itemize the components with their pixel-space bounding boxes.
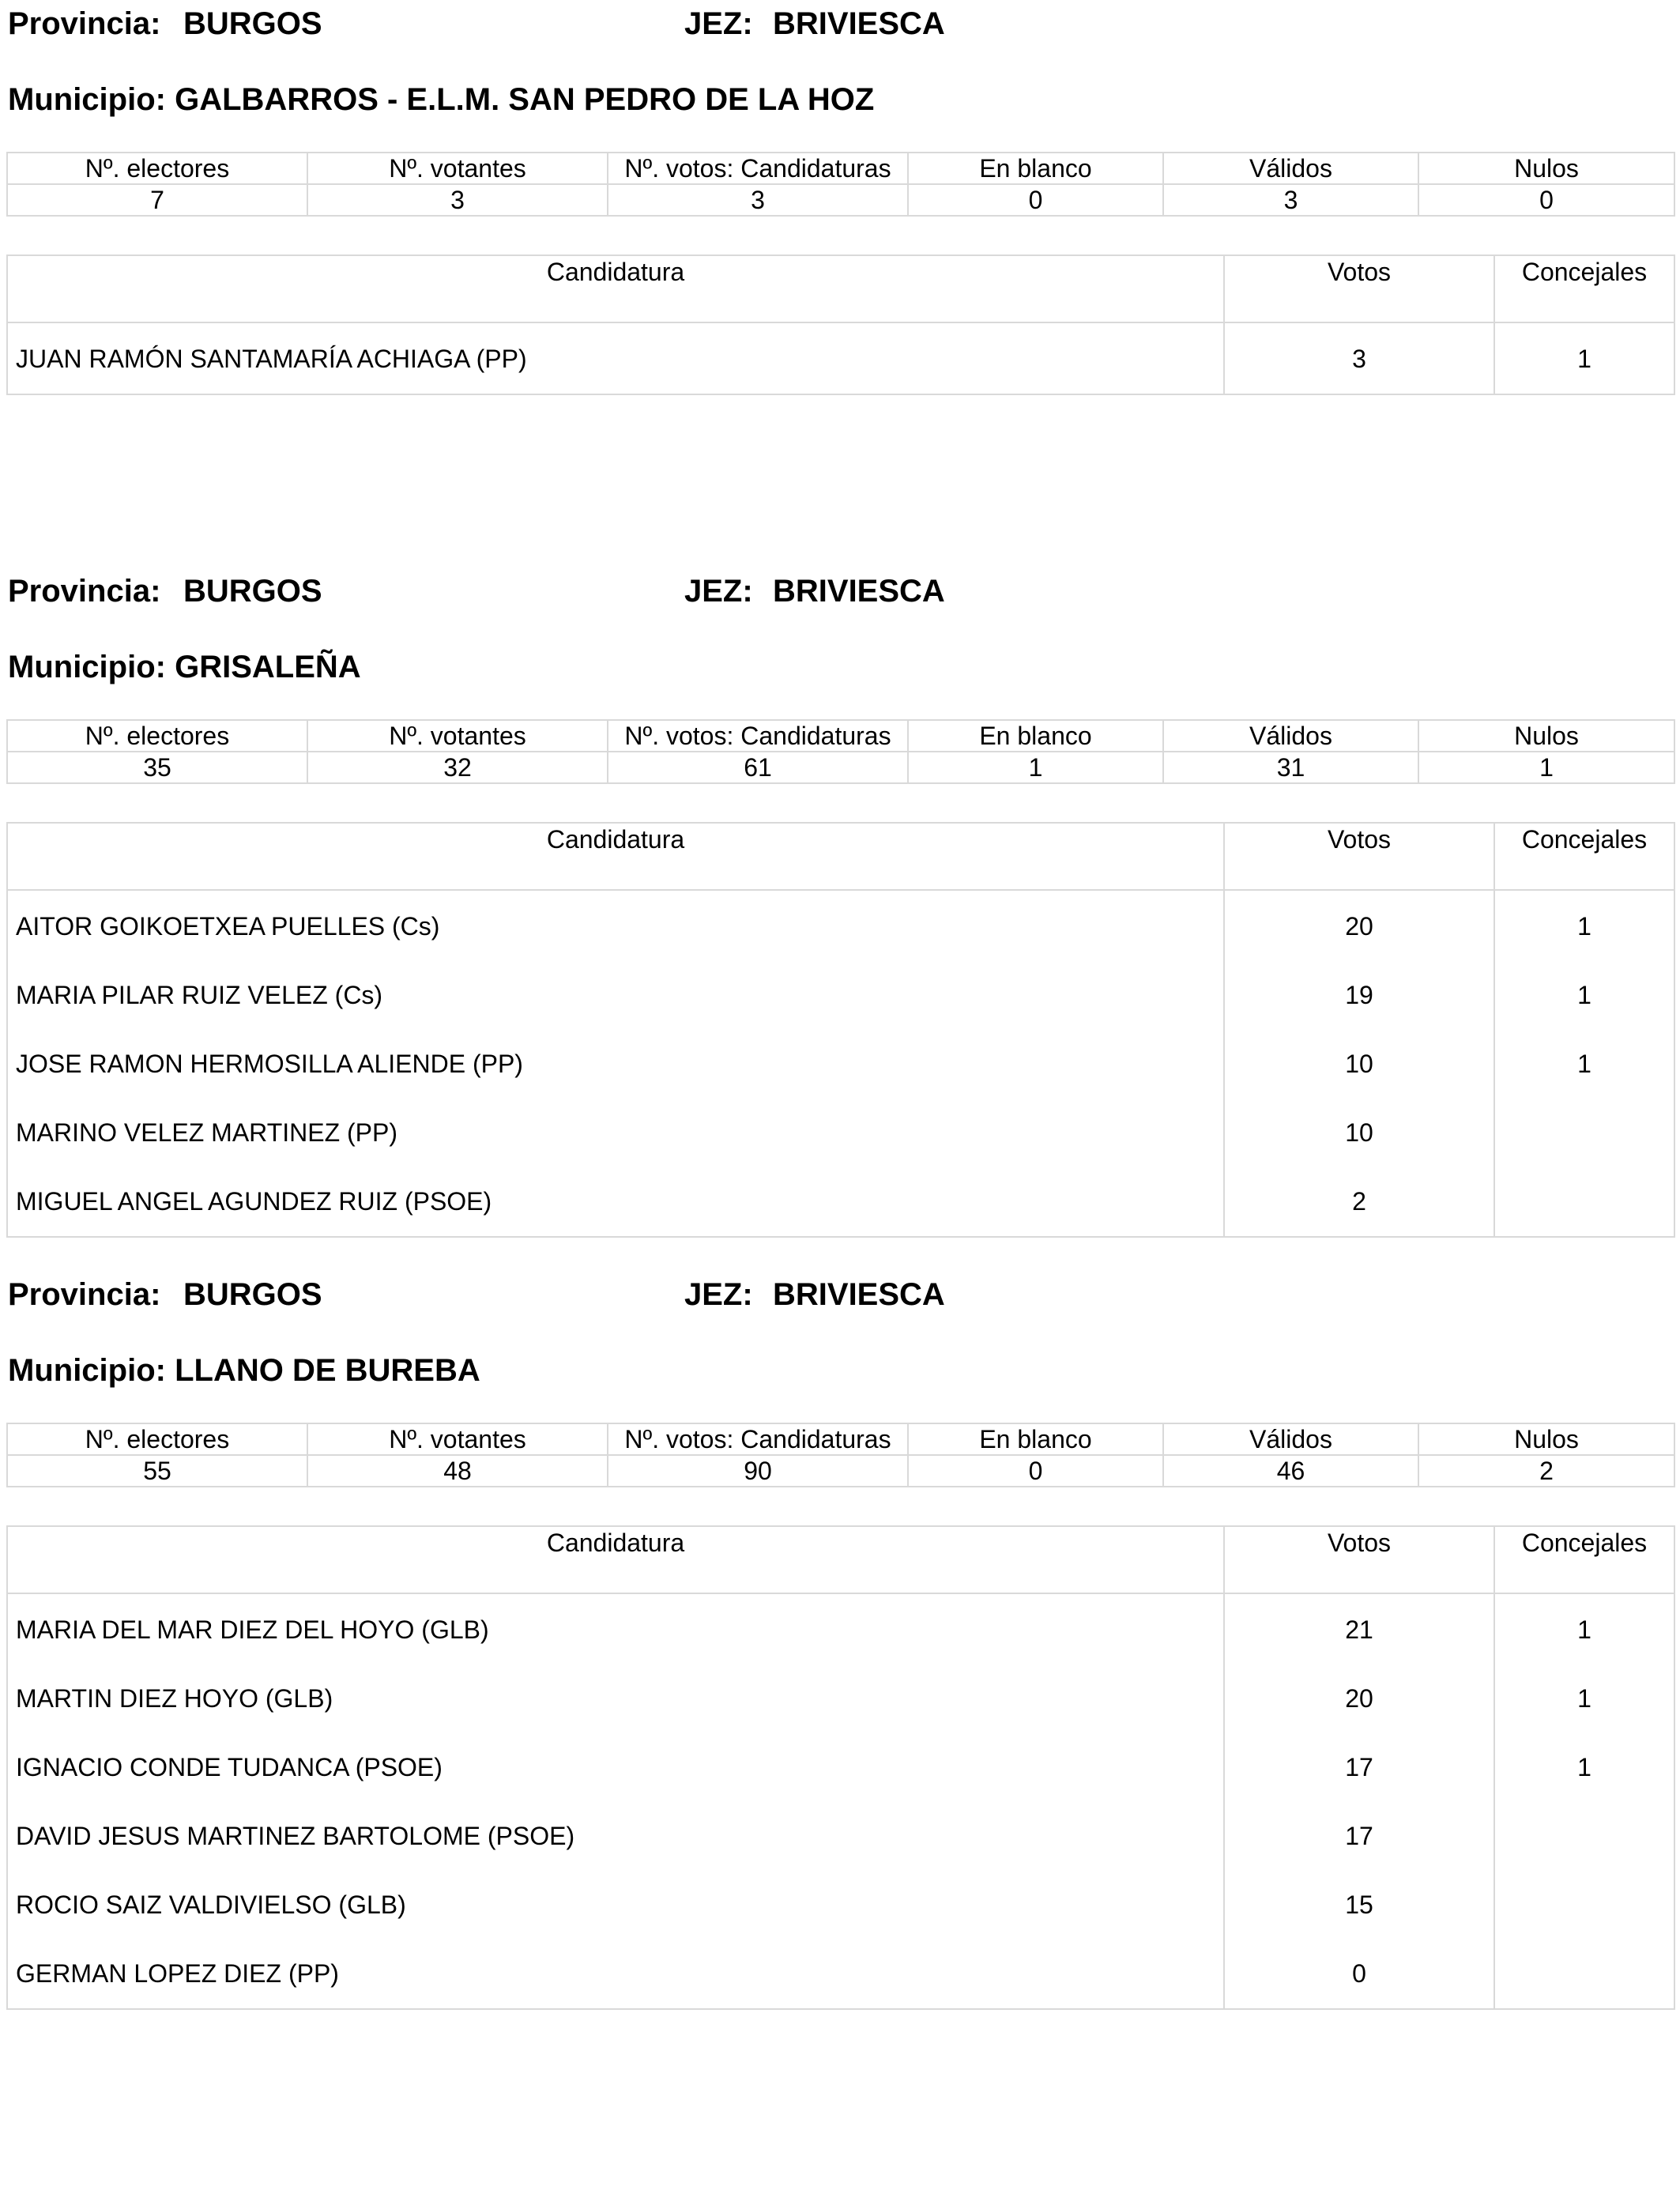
table-row (7, 1099, 1674, 1167)
summary-header-row (7, 1423, 1674, 1455)
summary-table (6, 719, 1675, 784)
jez-label: JEZ: (684, 574, 753, 609)
concejales-header: Concejales (1494, 255, 1674, 322)
table-row (7, 325, 1674, 394)
en-blanco-value: 0 (908, 184, 1163, 216)
candidate-concejales (1494, 1099, 1674, 1167)
candidate-votes: 20 (1224, 1664, 1494, 1733)
votantes-value: 32 (307, 752, 608, 783)
electores-header: Nº. electores (7, 153, 307, 184)
table-row (7, 1802, 1674, 1871)
summary-table (6, 152, 1675, 217)
municipio-label: Municipio: (8, 650, 166, 684)
candidate-concejales (1494, 1802, 1674, 1871)
candidatura-header: Candidatura (7, 823, 1224, 890)
candidates-table (6, 254, 1675, 395)
candidates-table (6, 822, 1675, 1238)
summary-value-row (7, 184, 1674, 216)
municipio-value: LLANO DE BUREBA (175, 1353, 480, 1388)
table-row (7, 1596, 1674, 1664)
validos-value: 46 (1163, 1455, 1418, 1487)
candidate-votes: 17 (1224, 1802, 1494, 1871)
votantes-value: 3 (307, 184, 608, 216)
table-row (7, 1871, 1674, 1940)
table-row (7, 1664, 1674, 1733)
summary-header-row (7, 153, 1674, 184)
municipio-label: Municipio: (8, 82, 166, 117)
votos-header: Votos (1224, 255, 1494, 322)
municipio-value: GALBARROS - E.L.M. SAN PEDRO DE LA HOZ (175, 82, 875, 117)
votos-header: Votos (1224, 1526, 1494, 1593)
jez-value: BRIVIESCA (773, 6, 945, 41)
province-line (8, 1277, 1667, 1317)
candidates-table (6, 1525, 1675, 2010)
en-blanco-value: 1 (908, 752, 1163, 783)
jez-value: BRIVIESCA (773, 1277, 945, 1312)
en-blanco-header: En blanco (908, 153, 1163, 184)
candidatura-header: Candidatura (7, 1526, 1224, 1593)
validos-value: 3 (1163, 184, 1418, 216)
validos-header: Válidos (1163, 720, 1418, 752)
table-row (7, 1940, 1674, 2009)
provincia-value: BURGOS (183, 1277, 322, 1312)
en-blanco-header: En blanco (908, 1423, 1163, 1455)
nulos-header: Nulos (1418, 153, 1674, 184)
municipio-heading (8, 1353, 480, 1389)
jez-label: JEZ: (684, 1277, 753, 1312)
table-row (7, 1167, 1674, 1237)
provincia-label: Provincia: (8, 1277, 161, 1312)
electores-value: 7 (7, 184, 307, 216)
provincia-value: BURGOS (183, 574, 322, 609)
candidate-name: AITOR GOIKOETXEA PUELLES (Cs) (7, 892, 1224, 961)
votantes-header: Nº. votantes (307, 153, 608, 184)
concejales-header: Concejales (1494, 823, 1674, 890)
candidate-concejales (1494, 1940, 1674, 2009)
jez-label: JEZ: (684, 6, 753, 41)
candidates-header-row (7, 1526, 1674, 1593)
summary-value-row (7, 1455, 1674, 1487)
table-row (7, 1030, 1674, 1099)
candidate-votes: 10 (1224, 1030, 1494, 1099)
province-line (8, 574, 1667, 613)
candidate-votes: 10 (1224, 1099, 1494, 1167)
candidate-concejales (1494, 1871, 1674, 1940)
candidate-votes: 21 (1224, 1596, 1494, 1664)
votos-header: Votos (1224, 823, 1494, 890)
candidate-votes: 17 (1224, 1733, 1494, 1802)
candidate-concejales (1494, 1167, 1674, 1237)
candidate-name: IGNACIO CONDE TUDANCA (PSOE) (7, 1733, 1224, 1802)
candidate-name: MARINO VELEZ MARTINEZ (PP) (7, 1099, 1224, 1167)
candidate-name: DAVID JESUS MARTINEZ BARTOLOME (PSOE) (7, 1802, 1224, 1871)
candidate-name: MIGUEL ANGEL AGUNDEZ RUIZ (PSOE) (7, 1167, 1224, 1237)
candidate-name: MARIA DEL MAR DIEZ DEL HOYO (GLB) (7, 1596, 1224, 1664)
municipio-heading (8, 82, 874, 118)
votos-candidaturas-value: 90 (608, 1455, 908, 1487)
provincia-label: Provincia: (8, 574, 161, 609)
provincia-value: BURGOS (183, 6, 322, 41)
jez-value: BRIVIESCA (773, 574, 945, 609)
electores-value: 35 (7, 752, 307, 783)
municipio-label: Municipio: (8, 1353, 166, 1388)
candidate-votes: 15 (1224, 1871, 1494, 1940)
concejales-header: Concejales (1494, 1526, 1674, 1593)
candidate-votes: 2 (1224, 1167, 1494, 1237)
candidate-name: ROCIO SAIZ VALDIVIELSO (GLB) (7, 1871, 1224, 1940)
summary-value-row (7, 752, 1674, 783)
electores-header: Nº. electores (7, 720, 307, 752)
votos-candidaturas-header: Nº. votos: Candidaturas (608, 720, 908, 752)
votos-candidaturas-header: Nº. votos: Candidaturas (608, 1423, 908, 1455)
candidate-concejales: 1 (1494, 961, 1674, 1030)
candidate-name: JUAN RAMÓN SANTAMARÍA ACHIAGA (PP) (7, 325, 1224, 394)
candidate-concejales: 1 (1494, 325, 1674, 394)
nulos-value: 2 (1418, 1455, 1674, 1487)
candidate-votes: 20 (1224, 892, 1494, 961)
candidate-name: MARTIN DIEZ HOYO (GLB) (7, 1664, 1224, 1733)
nulos-header: Nulos (1418, 720, 1674, 752)
candidatura-header: Candidatura (7, 255, 1224, 322)
candidate-votes: 0 (1224, 1940, 1494, 2009)
candidate-concejales: 1 (1494, 892, 1674, 961)
table-row (7, 892, 1674, 961)
validos-header: Válidos (1163, 1423, 1418, 1455)
nulos-header: Nulos (1418, 1423, 1674, 1455)
candidate-concejales: 1 (1494, 1733, 1674, 1802)
table-row (7, 1733, 1674, 1802)
en-blanco-header: En blanco (908, 720, 1163, 752)
province-line (8, 6, 1667, 46)
candidate-name: GERMAN LOPEZ DIEZ (PP) (7, 1940, 1224, 2009)
municipio-heading (8, 650, 361, 685)
votantes-value: 48 (307, 1455, 608, 1487)
candidate-name: JOSE RAMON HERMOSILLA ALIENDE (PP) (7, 1030, 1224, 1099)
municipio-value: GRISALEÑA (175, 650, 361, 684)
votos-candidaturas-header: Nº. votos: Candidaturas (608, 153, 908, 184)
nulos-value: 1 (1418, 752, 1674, 783)
electores-value: 55 (7, 1455, 307, 1487)
candidate-concejales: 1 (1494, 1664, 1674, 1733)
candidates-header-row (7, 823, 1674, 890)
votantes-header: Nº. votantes (307, 1423, 608, 1455)
summary-header-row (7, 720, 1674, 752)
candidates-header-row (7, 255, 1674, 322)
votantes-header: Nº. votantes (307, 720, 608, 752)
provincia-label: Provincia: (8, 6, 161, 41)
candidate-concejales: 1 (1494, 1030, 1674, 1099)
validos-value: 31 (1163, 752, 1418, 783)
electores-header: Nº. electores (7, 1423, 307, 1455)
en-blanco-value: 0 (908, 1455, 1163, 1487)
candidate-name: MARIA PILAR RUIZ VELEZ (Cs) (7, 961, 1224, 1030)
candidate-votes: 3 (1224, 325, 1494, 394)
candidate-concejales: 1 (1494, 1596, 1674, 1664)
votos-candidaturas-value: 3 (608, 184, 908, 216)
validos-header: Válidos (1163, 153, 1418, 184)
nulos-value: 0 (1418, 184, 1674, 216)
summary-table (6, 1423, 1675, 1487)
table-row (7, 961, 1674, 1030)
candidate-votes: 19 (1224, 961, 1494, 1030)
votos-candidaturas-value: 61 (608, 752, 908, 783)
